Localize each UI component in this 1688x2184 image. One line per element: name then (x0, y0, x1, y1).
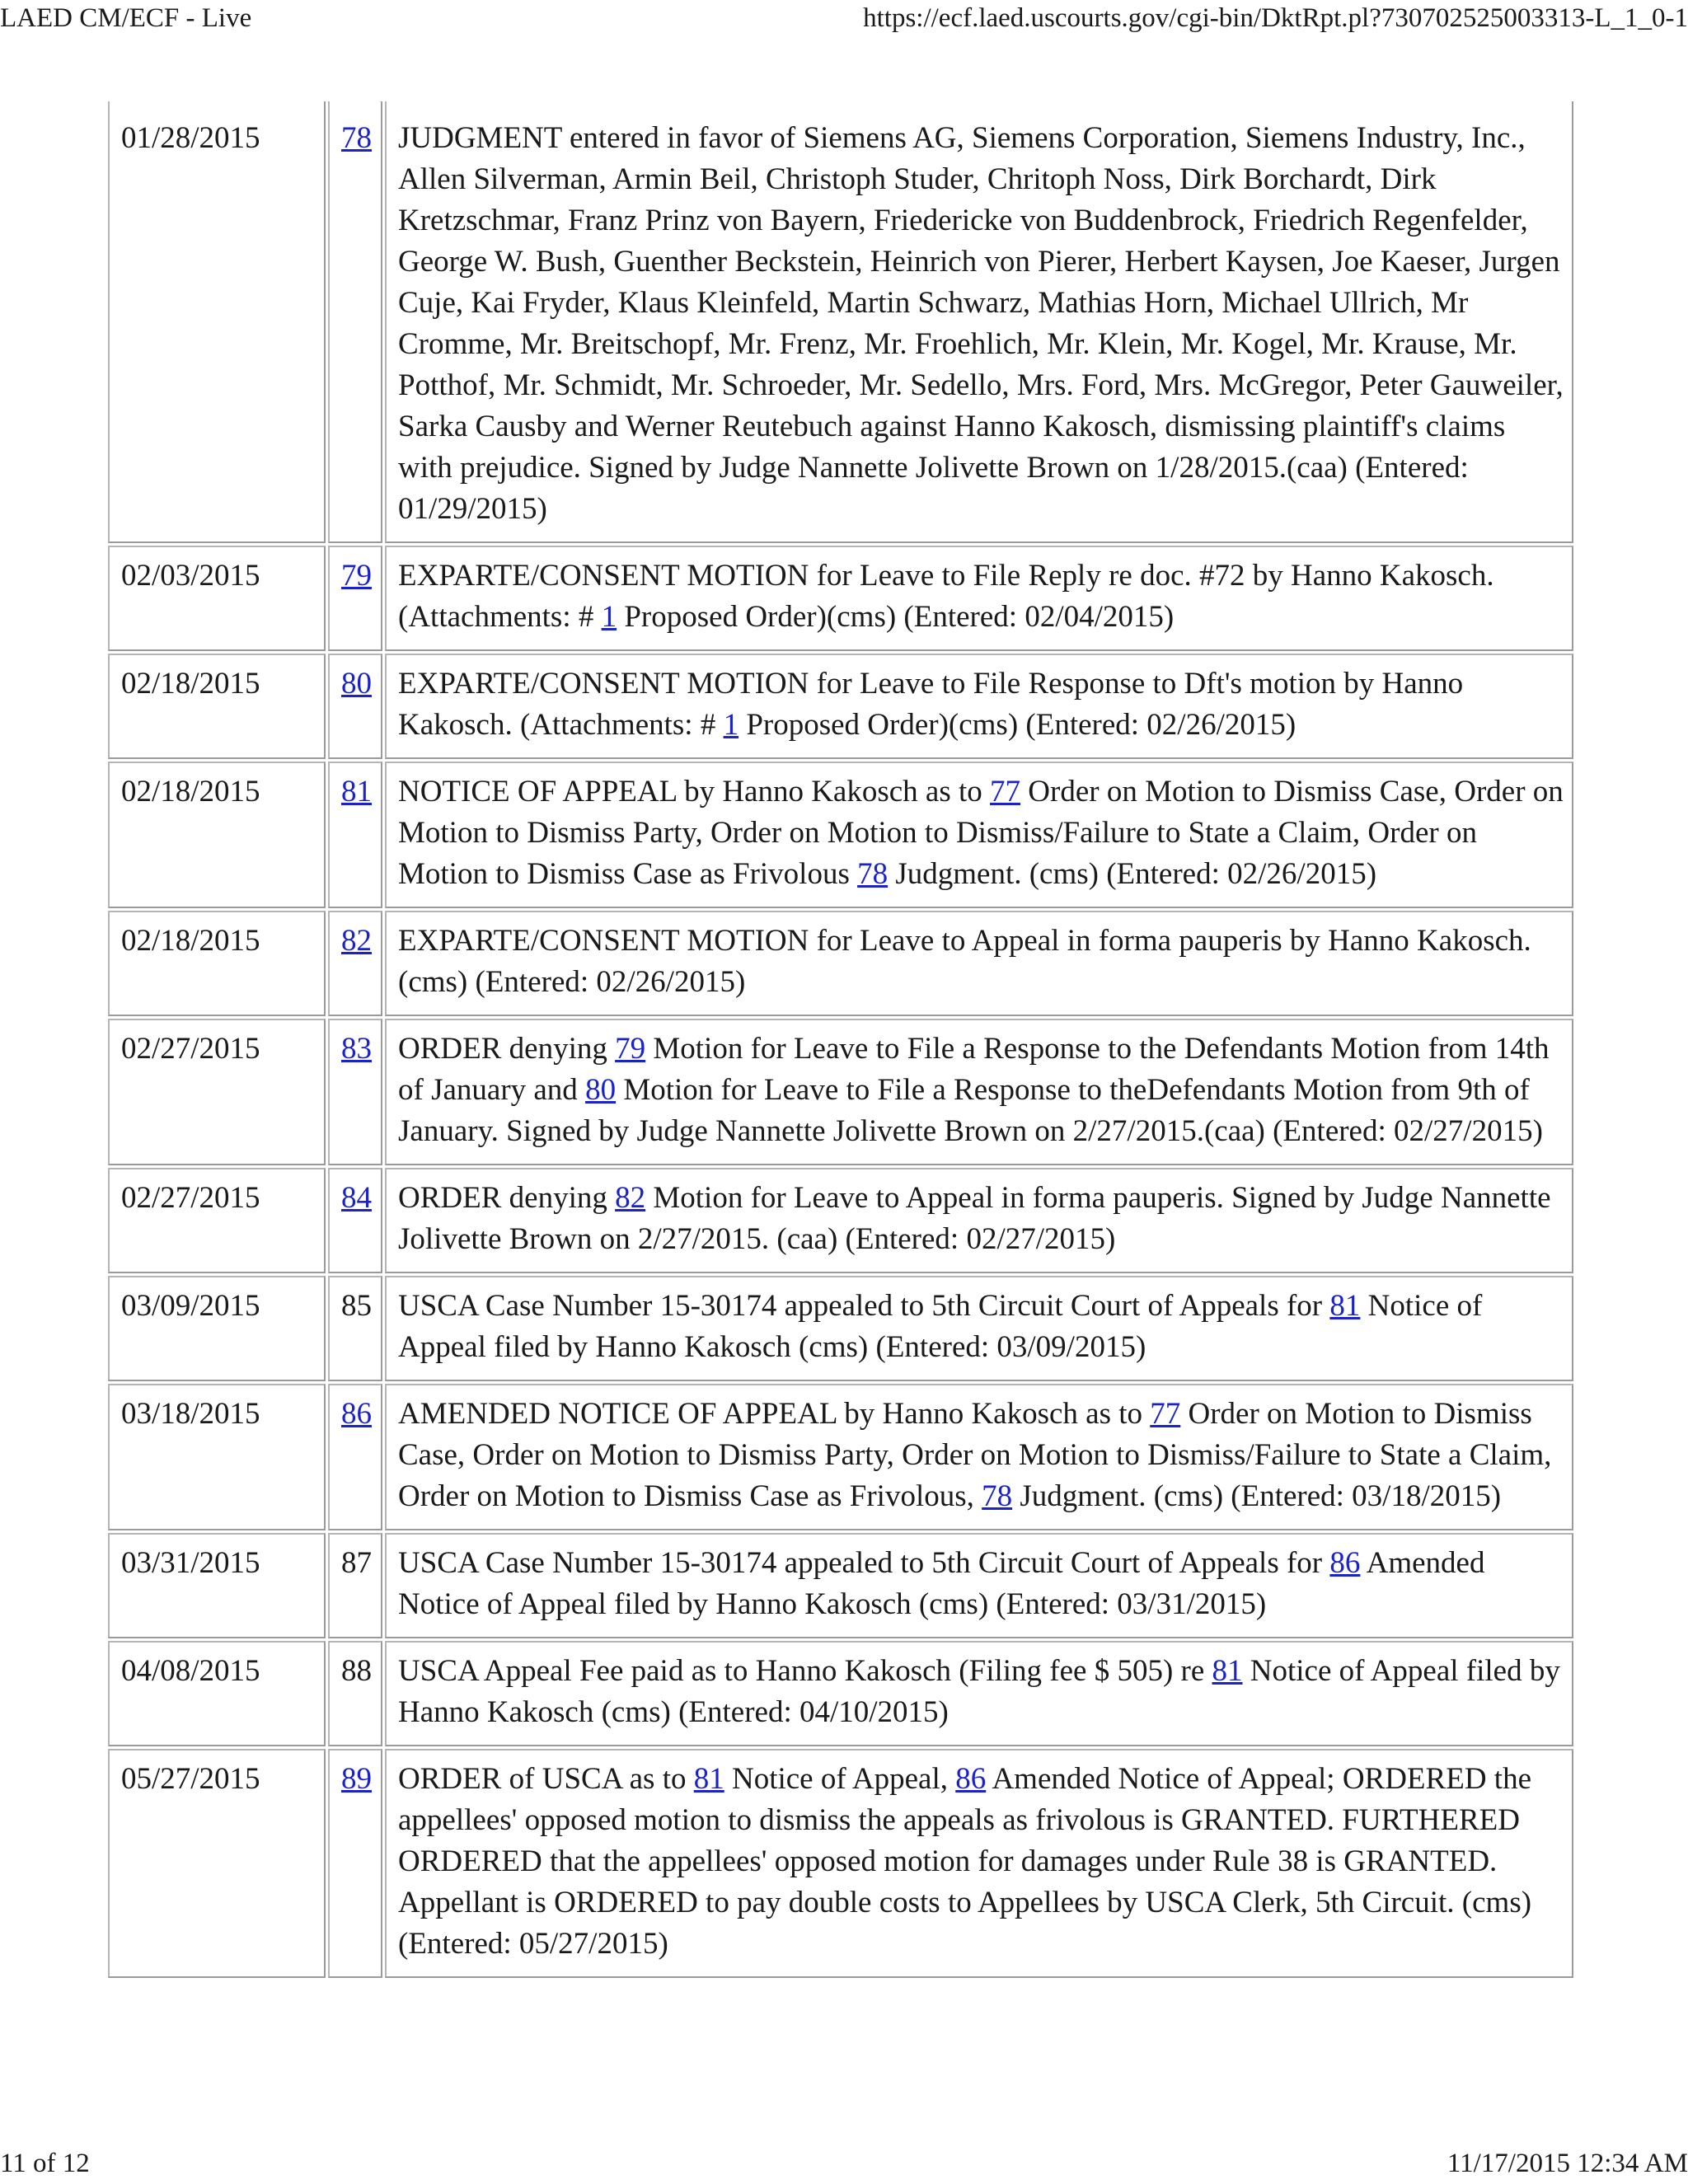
entry-text: Notice of Appeal, (724, 1762, 956, 1796)
document-reference-link[interactable]: 81 (693, 1762, 724, 1796)
entry-number-cell (328, 101, 382, 543)
entry-text: EXPARTE/CONSENT MOTION for Leave to Appeal in forma pauperis by Hanno Kakosch. (cms) (Entered: 02/26/2015) (398, 924, 1531, 999)
docket-entry-row (108, 546, 1573, 651)
entry-text: USCA Case Number 15-30174 appealed to 5th Circuit Court of Appeals for (398, 1546, 1330, 1580)
entry-number-link[interactable]: 80 (341, 667, 372, 701)
entry-number-link[interactable]: 83 (341, 1032, 372, 1066)
entry-description (385, 1019, 1573, 1165)
entry-number-cell (328, 1749, 382, 1978)
entry-date: 02/18/2015 (108, 762, 326, 908)
entry-date: 03/09/2015 (108, 1276, 326, 1381)
document-reference-link[interactable]: 80 (585, 1073, 617, 1107)
docket-entry-row (108, 101, 1573, 543)
document-reference-link[interactable]: 81 (1212, 1654, 1243, 1688)
entry-description (385, 762, 1573, 908)
entry-number: 88 (341, 1654, 372, 1688)
document-reference-link[interactable]: 1 (601, 600, 617, 634)
document-reference-link[interactable]: 82 (615, 1181, 646, 1215)
docket-entry-row (108, 911, 1573, 1016)
document-reference-link[interactable]: 81 (1329, 1289, 1361, 1323)
document-reference-link[interactable]: 77 (990, 775, 1021, 808)
entry-text: Order on Motion to Dismiss Case, Order on Motion to Dismiss Party, Order on Motion to Dismiss/Failure to State a Claim, Order on Motion to Dismiss Case as Frivolous, (398, 1397, 1552, 1513)
entry-description (385, 654, 1573, 759)
entry-number-cell (328, 1276, 382, 1381)
page-url: https://ecf.laed.uscourts.gov/cgi-bin/DktRpt.pl?730702525003313-L_1_0-1 (863, 3, 1688, 33)
docket-entry-row (108, 1641, 1573, 1746)
docket-table (106, 99, 1576, 1980)
docket-entry-row (108, 654, 1573, 759)
entry-number-cell (328, 1641, 382, 1746)
entry-number-link[interactable]: 81 (341, 775, 372, 808)
entry-number-cell (328, 911, 382, 1016)
entry-number-link[interactable]: 82 (341, 924, 372, 958)
entry-number-cell (328, 654, 382, 759)
document-reference-link[interactable]: 78 (857, 857, 889, 891)
entry-date: 02/03/2015 (108, 546, 326, 651)
entry-date: 05/27/2015 (108, 1749, 326, 1978)
docket-entry-row (108, 1749, 1573, 1978)
entry-description (385, 1533, 1573, 1638)
docket-table-body (108, 101, 1573, 1978)
entry-date: 01/28/2015 (108, 101, 326, 543)
document-reference-link[interactable]: 77 (1150, 1397, 1181, 1431)
entry-number-link[interactable]: 86 (341, 1397, 372, 1431)
print-timestamp: 11/17/2015 12:34 AM (1447, 2149, 1688, 2178)
entry-text: Proposed Order)(cms) (Entered: 02/26/2015) (738, 708, 1296, 742)
entry-text: Judgment. (cms) (Entered: 02/26/2015) (888, 857, 1377, 891)
entry-number-cell (328, 762, 382, 908)
entry-description (385, 1641, 1573, 1746)
entry-text: Amended Notice of Appeal filed by Hanno Kakosch (cms) (Entered: 03/31/2015) (398, 1546, 1485, 1621)
entry-text: Motion for Leave to File a Response to theDefendants Motion from 9th of January. Signed by Judge Nannette Jolivette Brown on 2/27/2015.(caa) (Entered: 02/27/2015) (398, 1073, 1543, 1148)
entry-text: Motion for Leave to Appeal in forma pauperis. Signed by Judge Nannette Jolivette Brown on 2/27/2015. (caa) (Entered: 02/27/2015) (398, 1181, 1551, 1256)
browser-page-title: LAED CM/ECF - Live (0, 3, 252, 33)
entry-description (385, 1168, 1573, 1273)
entry-text: Amended Notice of Appeal; ORDERED the appellees' opposed motion to dismiss the appeals as frivolous is GRANTED. FURTHERED ORDERED that the appellees' opposed motion for damages under Rule 38 is GRANTED. Appellant is ORDERED to pay double costs to Appellees by USCA Clerk, 5th Circuit. (cms) (Entered: 05/27/2015) (398, 1762, 1532, 1961)
entry-number-cell (328, 1533, 382, 1638)
entry-date: 04/08/2015 (108, 1641, 326, 1746)
entry-date: 03/18/2015 (108, 1384, 326, 1530)
entry-description (385, 101, 1573, 543)
entry-text: USCA Case Number 15-30174 appealed to 5th Circuit Court of Appeals for (398, 1289, 1330, 1323)
entry-date: 03/31/2015 (108, 1533, 326, 1638)
entry-text: ORDER denying (398, 1181, 616, 1215)
entry-text: Notice of Appeal filed by Hanno Kakosch (cms) (Entered: 04/10/2015) (398, 1654, 1560, 1729)
entry-number: 87 (341, 1546, 372, 1580)
docket-entry-row (108, 1533, 1573, 1638)
entry-text: Order on Motion to Dismiss Case, Order on Motion to Dismiss Party, Order on Motion to Dismiss/Failure to State a Claim, Order on Motion to Dismiss Case as Frivolous (398, 775, 1564, 891)
entry-date: 02/27/2015 (108, 1168, 326, 1273)
entry-text: ORDER denying (398, 1032, 616, 1066)
entry-text: NOTICE OF APPEAL by Hanno Kakosch as to (398, 775, 991, 808)
entry-number-cell (328, 546, 382, 651)
entry-number-link[interactable]: 79 (341, 559, 372, 593)
entry-text: JUDGMENT entered in favor of Siemens AG, Siemens Corporation, Siemens Industry, Inc., Allen Silverman, Armin Beil, Christoph Studer, Chritoph Noss, Dirk Borchardt, Dirk Kretzschmar, Franz Prinz von Bayern, Friedericke von Buddenbrock, Friedrich Regenfelder, George W. Bush, Guenther Beckstein, Heinrich von Pierer, Herbert Kaysen, Joe Kaeser, Jurgen Cuje, Kai Fryder, Klaus Kleinfeld, Martin Schwarz, Mathias Horn, Michael Ullrich, Mr Cromme, Mr. Breitschopf, Mr. Frenz, Mr. Froehlich, Mr. Klein, Mr. Kogel, Mr. Krause, Mr. Potthof, Mr. Schmidt, Mr. Schroeder, Mr. Sedello, Mrs. Ford, Mrs. McGregor, Peter Gauweiler, Sarka Causby and Werner Reutebuch against Hanno Kakosch, dismissing plaintiff's claims with prejudice. Signed by Judge Nannette Jolivette Brown on 1/28/2015.(caa) (Entered: 01/29/2015) (398, 121, 1564, 526)
entry-text: EXPARTE/CONSENT MOTION for Leave to File Reply re doc. #72 by Hanno Kakosch. (Attachments: # (398, 559, 1494, 634)
entry-number-link[interactable]: 89 (341, 1762, 372, 1796)
entry-text: USCA Appeal Fee paid as to Hanno Kakosch (Filing fee $ 505) re (398, 1654, 1212, 1688)
entry-number: 85 (341, 1289, 372, 1323)
entry-number-link[interactable]: 78 (341, 121, 372, 155)
entry-number-cell (328, 1168, 382, 1273)
docket-entry-row (108, 1384, 1573, 1530)
docket-entry-row (108, 1019, 1573, 1165)
entry-number-link[interactable]: 84 (341, 1181, 372, 1215)
document-reference-link[interactable]: 78 (982, 1479, 1013, 1513)
docket-entry-row (108, 1168, 1573, 1273)
document-reference-link[interactable]: 1 (723, 708, 739, 742)
entry-description (385, 1384, 1573, 1530)
entry-date: 02/18/2015 (108, 911, 326, 1016)
page-counter: 11 of 12 (0, 2149, 90, 2178)
entry-description (385, 546, 1573, 651)
entry-text: Motion for Leave to File a Response to the Defendants Motion from 14th of January and (398, 1032, 1550, 1107)
entry-number-cell (328, 1019, 382, 1165)
docket-entry-row (108, 762, 1573, 908)
document-reference-link[interactable]: 86 (955, 1762, 987, 1796)
entry-text: Notice of Appeal filed by Hanno Kakosch (cms) (Entered: 03/09/2015) (398, 1289, 1483, 1364)
entry-text: AMENDED NOTICE OF APPEAL by Hanno Kakosch as to (398, 1397, 1151, 1431)
entry-description (385, 911, 1573, 1016)
document-reference-link[interactable]: 79 (615, 1032, 646, 1066)
docket-entry-row (108, 1276, 1573, 1381)
entry-text: Judgment. (cms) (Entered: 03/18/2015) (1012, 1479, 1502, 1513)
document-reference-link[interactable]: 86 (1329, 1546, 1361, 1580)
entry-text: ORDER of USCA as to (398, 1762, 694, 1796)
entry-date: 02/27/2015 (108, 1019, 326, 1165)
entry-description (385, 1749, 1573, 1978)
entry-number-cell (328, 1384, 382, 1530)
entry-description (385, 1276, 1573, 1381)
entry-text: EXPARTE/CONSENT MOTION for Leave to File Response to Dft's motion by Hanno Kakosch. (Attachments: # (398, 667, 1464, 742)
entry-date: 02/18/2015 (108, 654, 326, 759)
entry-text: Proposed Order)(cms) (Entered: 02/04/2015) (617, 600, 1175, 634)
